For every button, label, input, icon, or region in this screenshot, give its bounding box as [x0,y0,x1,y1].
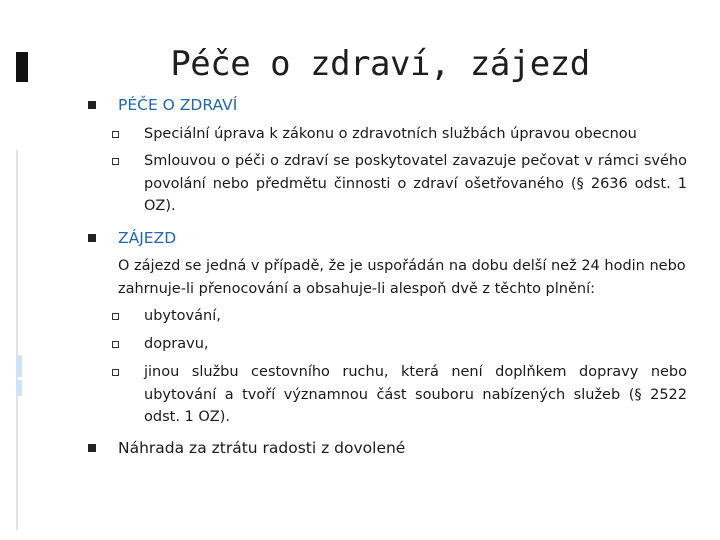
section-heading-text: PÉČE O ZDRAVÍ [118,96,238,114]
slide-title: Péče o zdraví, zájezd [170,44,590,84]
list-item [112,150,687,220]
square-bullet-icon [88,234,96,242]
square-bullet-icon [88,101,96,109]
square-bullet-icon [112,158,119,165]
list-item-text: dopravu, [144,336,209,352]
square-bullet-icon [112,369,119,376]
list-item-text: Speciální úprava k zákonu o zdravotních službách úpravou obecnou [144,126,637,142]
section-heading-text: Náhrada za ztrátu radosti z dovolené [118,439,406,457]
section-heading-text: ZÁJEZD [118,229,177,247]
square-bullet-icon [88,444,96,452]
list-item [112,305,687,329]
section-paragraph: O zájezd se jedná v případě, že je uspořádán na dobu delší než 24 hodin nebo zahrnuje-li přenocování a obsahuje-li alespoň dvě z těchto plnění: [118,258,686,297]
list-item [112,361,687,431]
list-item-text: ubytování, [144,308,221,324]
list-item [112,123,687,147]
square-bullet-icon [112,131,119,138]
list-item-text: jinou službu cestovního ruchu, která není doplňkem dopravy nebo ubytování a tvoří významnou část souboru nabízených služeb (§ 2522 odst. 1 OZ). [144,364,687,425]
list-item [112,333,687,357]
list-item-text: Smlouvou o péči o zdraví se poskytovatel zavazuje pečovat v rámci svého povolání nebo předmětu činnosti o zdraví ošetřovaného (§ 2636 odst. 1 OZ). [144,153,687,214]
square-bullet-icon [112,313,119,320]
square-bullet-icon [112,341,119,348]
